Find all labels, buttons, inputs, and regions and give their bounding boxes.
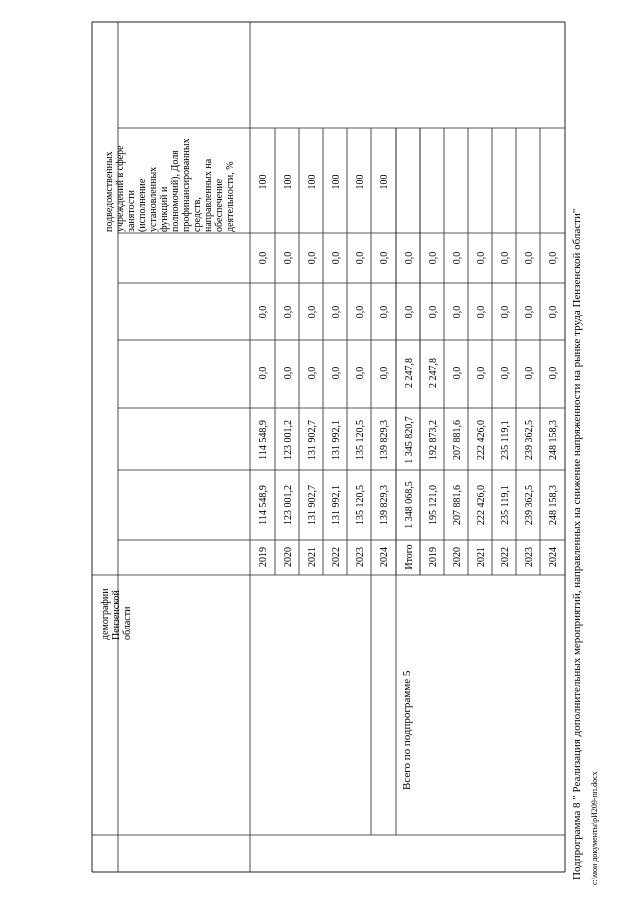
cell-regional: 235 119,1: [500, 420, 511, 460]
cell-other: 0,0: [331, 251, 342, 265]
cell-total: 1 348 068,5: [404, 481, 415, 529]
cell-year: 2022: [500, 547, 511, 567]
cell-federal: 2 247,8: [428, 358, 439, 388]
table-grid-lines: [92, 22, 565, 872]
cell-federal: 2 247,8: [404, 358, 415, 388]
cell-total: 239 362,5: [524, 485, 535, 525]
cell-regional: 1 345 820,7: [404, 416, 415, 464]
cell-other: 0,0: [476, 251, 487, 265]
cell-total: 123 001,2: [283, 485, 294, 525]
cell-total: 114 548,9: [258, 485, 269, 525]
cell-regional: 207 881,6: [452, 420, 463, 460]
cell-regional: 248 158,3: [548, 420, 559, 460]
cell-federal: 0,0: [307, 366, 318, 380]
cell-regional: 192 873,2: [428, 420, 439, 460]
cell-municipal: 0,0: [548, 305, 559, 319]
cell-municipal: 0,0: [331, 305, 342, 319]
cell-federal: 0,0: [452, 366, 463, 380]
cell-federal: 0,0: [476, 366, 487, 380]
cell-year: 2019: [258, 547, 269, 567]
cell-municipal: 0,0: [428, 305, 439, 319]
cell-federal: 0,0: [283, 366, 294, 380]
cell-total: 222 426,0: [476, 485, 487, 525]
cell-municipal: 0,0: [307, 305, 318, 319]
cell-year: 2021: [307, 547, 318, 567]
cell-other: 0,0: [428, 251, 439, 265]
cell-year: 2023: [524, 547, 535, 567]
cell-municipal: 0,0: [283, 305, 294, 319]
cell-total: 207 881,6: [452, 485, 463, 525]
cell-indicator: 100: [355, 174, 366, 190]
cell-municipal: 0,0: [500, 305, 511, 319]
cell-indicator: 100: [283, 174, 294, 190]
cell-regional: 222 426,0: [476, 420, 487, 460]
cell-municipal: 0,0: [258, 305, 269, 319]
cell-year: 2021: [476, 547, 487, 567]
subprogram-8-title: Подпрограмма 8 " Реализация дополнительных мероприятий, направленных на снижение напряженности на рынке труда Пензенской области": [571, 208, 583, 880]
cell-regional: 135 120,5: [355, 420, 366, 460]
cell-total: 135 120,5: [355, 485, 366, 525]
cell-other: 0,0: [258, 251, 269, 265]
cell-municipal: 0,0: [476, 305, 487, 319]
header-indicator-label: подведомственныхучреждений в сферезанятости(исполнениеустановленныхфункций иполномочий), Доляпрофинансированныхсредств,направленных наобеспечениедеятельности, %: [104, 138, 236, 232]
cell-total: 131 902,7: [307, 485, 318, 525]
cell-federal: 0,0: [258, 366, 269, 380]
footer-file-path: c:\мои документы\рИ209-пп.docx: [590, 771, 599, 885]
cell-federal: 0,0: [524, 366, 535, 380]
cell-regional: 131 992,1: [331, 420, 342, 460]
cell-total: 248 158,3: [548, 485, 559, 525]
cell-municipal: 0,0: [355, 305, 366, 319]
cell-other: 0,0: [307, 251, 318, 265]
cell-total: 235 119,1: [500, 485, 511, 525]
cell-year: 2019: [428, 547, 439, 567]
total-subprogram-5-label: Всего по подпрограмме 5: [401, 670, 413, 790]
cell-total: 139 829,3: [379, 485, 390, 525]
cell-other: 0,0: [404, 251, 415, 265]
cell-municipal: 0,0: [379, 305, 390, 319]
cell-indicator: 100: [307, 174, 318, 190]
cell-federal: 0,0: [355, 366, 366, 380]
cell-other: 0,0: [500, 251, 511, 265]
cell-regional: 123 001,2: [283, 420, 294, 460]
cell-indicator: 100: [331, 174, 342, 190]
table-cell-texts: [258, 175, 559, 570]
cell-regional: 239 362,5: [524, 420, 535, 460]
header-demography-label: демографииПензенскойобласти: [100, 588, 133, 640]
cell-other: 0,0: [283, 251, 294, 265]
cell-regional: 131 902,7: [307, 420, 318, 460]
cell-year: 2020: [283, 547, 294, 567]
cell-federal: 0,0: [500, 366, 511, 380]
cell-other: 0,0: [452, 251, 463, 265]
cell-year: 2023: [355, 547, 366, 567]
cell-other: 0,0: [548, 251, 559, 265]
cell-other: 0,0: [379, 251, 390, 265]
cell-municipal: 0,0: [404, 305, 415, 319]
cell-other: 0,0: [355, 251, 366, 265]
cell-regional: 139 829,3: [379, 420, 390, 460]
cell-indicator: 100: [258, 174, 269, 190]
cell-federal: 0,0: [331, 366, 342, 380]
cell-federal: 0,0: [379, 366, 390, 380]
cell-indicator: 100: [379, 174, 390, 190]
cell-year: 2020: [452, 547, 463, 567]
cell-total: 195 121,0: [428, 485, 439, 525]
cell-municipal: 0,0: [524, 305, 535, 319]
cell-municipal: 0,0: [452, 305, 463, 319]
cell-regional: 114 548,9: [258, 420, 269, 460]
cell-other: 0,0: [524, 251, 535, 265]
cell-year: 2024: [379, 547, 390, 567]
cell-year: Итого: [404, 544, 415, 570]
cell-year: 2022: [331, 547, 342, 567]
cell-total: 131 992,1: [331, 485, 342, 525]
cell-year: 2024: [548, 547, 559, 567]
cell-federal: 0,0: [548, 366, 559, 380]
